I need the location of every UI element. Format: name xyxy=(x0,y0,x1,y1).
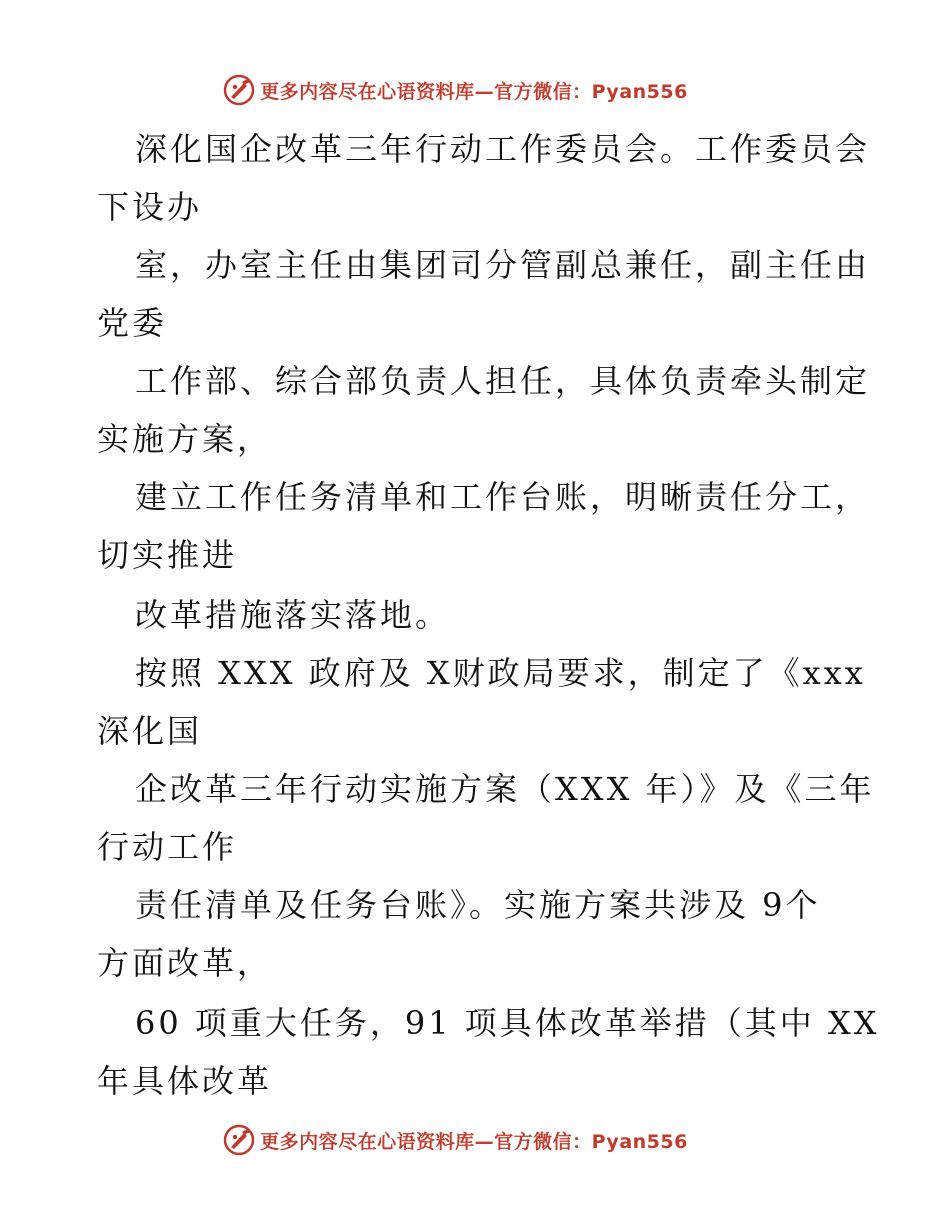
text-line: 方面改革， xyxy=(97,944,273,982)
text-line: 责任清单及任务台账》。实施方案共涉及 9个 xyxy=(135,886,821,924)
footer-banner xyxy=(0,1120,950,1160)
text-line: 下设办 xyxy=(97,188,203,226)
text-line: 室，办室主任由集团司分管副总兼任，副主任由 xyxy=(135,246,871,284)
text-line: 实施方案， xyxy=(97,420,273,458)
text-line: 60 项重大任务，91 项具体改革举措（其中 XX xyxy=(135,1004,880,1042)
text-line: 党委 xyxy=(97,304,168,342)
header-banner xyxy=(0,70,950,110)
text-line: 行动工作 xyxy=(97,828,238,866)
text-line: 按照 XXX 政府及 X财政局要求，制定了《xxx xyxy=(135,654,866,692)
text-line: 年具体改革 xyxy=(97,1062,273,1100)
text-line: 改革措施落实落地。 xyxy=(135,596,451,634)
logo-icon xyxy=(222,73,256,107)
text-line: 切实推进 xyxy=(97,536,238,574)
text-line: 建立工作任务清单和工作台账，明晰责任分工， xyxy=(135,478,871,516)
text-line: 企改革三年行动实施方案（XXX 年）》及《三年 xyxy=(135,770,875,808)
logo-icon xyxy=(222,1123,256,1157)
text-line: 深化国 xyxy=(97,712,203,750)
text-line: 工作部、综合部负责人担任，具体负责牵头制定 xyxy=(135,362,871,400)
header-banner-text: 更多内容尽在心语资料库—官方微信：Pyan556 xyxy=(260,80,688,103)
footer-banner-text: 更多内容尽在心语资料库—官方微信：Pyan556 xyxy=(260,1130,688,1153)
text-line: 深化国企改革三年行动工作委员会。工作委员会 xyxy=(135,130,871,168)
